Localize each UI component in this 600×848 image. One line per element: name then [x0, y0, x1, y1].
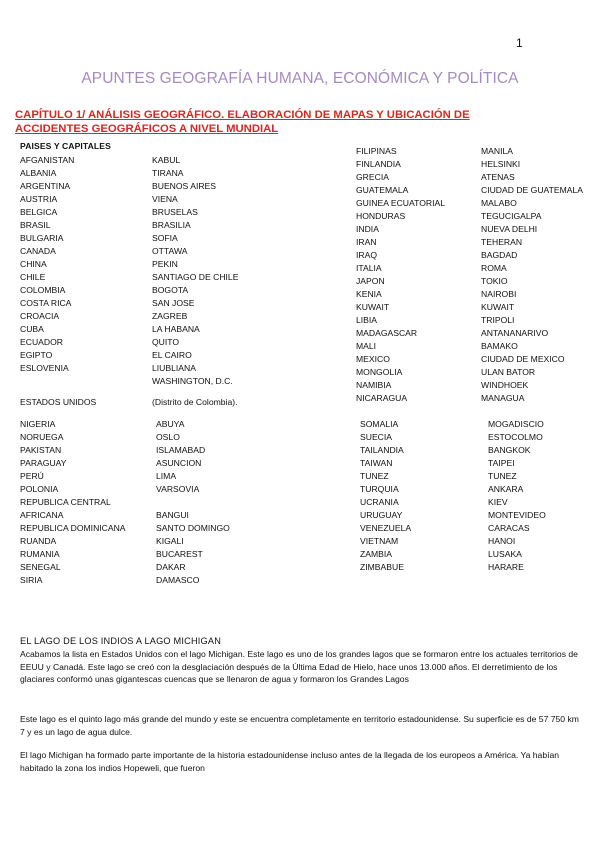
country-name: POLONIA — [20, 484, 59, 494]
country-name: FINLANDIA — [356, 159, 401, 169]
capital-name: LIUBLIANA — [152, 363, 196, 373]
capital-name: BRUSELAS — [152, 207, 198, 217]
country-name: KUWAIT — [356, 302, 390, 312]
country-name: PERÚ — [20, 471, 44, 481]
country-name: HONDURAS — [356, 211, 406, 221]
capital-name: QUITO — [152, 337, 180, 347]
country-name: ZAMBIA — [360, 549, 392, 559]
capital-name: ZAGREB — [152, 311, 188, 321]
capital-name: WASHINGTON, D.C. — [152, 376, 233, 386]
country-name: LIBIA — [356, 315, 378, 325]
capital-name: ESTOCOLMO — [488, 432, 543, 442]
capital-name: CIUDAD DE MEXICO — [481, 354, 565, 364]
country-name: CROACIA — [20, 311, 60, 321]
capital-name: MANILA — [481, 146, 513, 156]
country-name: REPUBLICA DOMINICANA — [20, 523, 126, 533]
capital-name: ISLAMABAD — [156, 445, 206, 455]
capital-name: NUEVA DELHI — [481, 224, 538, 234]
capital-name: TEHERAN — [481, 237, 523, 247]
country-name: FILIPINAS — [356, 146, 397, 156]
capital-name: BOGOTA — [152, 285, 189, 295]
country-name: MADAGASCAR — [356, 328, 418, 338]
capital-name: WINDHOEK — [481, 380, 529, 390]
paragraph: Este lago es el quinto lago más grande del mundo y este se encuentra completamente en territorio estadounidense. Su superficie es de 57 750 km 7 y es un lago de agua dulce. — [20, 714, 579, 737]
country-name: BRASIL — [20, 220, 51, 230]
chapter-heading: CAPÍTULO 1/ ANÁLISIS GEOGRÁFICO. ELABORACIÓN DE MAPAS Y UBICACIÓN DE ACCIDENTES GEOGRÁFICOS A NIVEL MUNDIAL — [15, 109, 470, 135]
capital-name: HANOI — [488, 536, 516, 546]
country-name: ESTADOS UNIDOS — [20, 397, 97, 407]
country-name: SOMALIA — [360, 419, 399, 429]
country-name: VIETNAM — [360, 536, 399, 546]
country-name: JAPON — [356, 276, 385, 286]
country-name: ALBANIA — [20, 168, 57, 178]
country-name: INDIA — [356, 224, 379, 234]
country-name: NAMIBIA — [356, 380, 392, 390]
capital-name: ASUNCION — [156, 458, 202, 468]
capital-name: TOKIO — [481, 276, 508, 286]
country-name: TUNEZ — [360, 471, 389, 481]
capital-name: BUENOS AIRES — [152, 181, 216, 191]
capital-name: LA HABANA — [152, 324, 200, 334]
paragraph: El lago Michigan ha formado parte importante de la historia estadounidense incluso antes de la llegada de los europeos a América. Ya habían habitado la zona los indios Hopeweli, que fueron — [20, 750, 560, 773]
page-number: 1 — [516, 36, 523, 50]
country-name: URUGUAY — [360, 510, 403, 520]
capital-name: TUNEZ — [488, 471, 517, 481]
capital-name: SAN JOSE — [152, 298, 195, 308]
country-name: RUANDA — [20, 536, 57, 546]
capital-name: DAKAR — [156, 562, 186, 572]
country-name: MALI — [356, 341, 377, 351]
section-heading: EL LAGO DE LOS INDIOS A LAGO MICHIGAN — [20, 636, 222, 646]
capital-name: ANKARA — [488, 484, 524, 494]
capital-name: BANGUI — [156, 510, 189, 520]
country-name: ITALIA — [356, 263, 382, 273]
country-name: COSTA RICA — [20, 298, 72, 308]
paragraph: Acabamos la lista en Estados Unidos con el lago Michigan. Este lago es uno de los grandes lagos que se formaron entre los actuales territorios de EEUU y Canadá. Este lago se creó con la desglaciación después de la Última Edad de Hielo, hace unos 13.000 años. El derretimiento de los glaciares conformó unas gigantescas cuencas que se llenaron de agua y formaron los Grandes Lagos — [20, 649, 578, 684]
capital-name: KIGALI — [156, 536, 184, 546]
capital-name: NAIROBI — [481, 289, 517, 299]
capital-name: SANTIAGO DE CHILE — [152, 272, 239, 282]
country-name: SENEGAL — [20, 562, 61, 572]
capital-name: MALABO — [481, 198, 517, 208]
capital-name: BANGKOK — [488, 445, 531, 455]
country-name: NIGERIA — [20, 419, 56, 429]
capital-name: CIUDAD DE GUATEMALA — [481, 185, 584, 195]
capital-name: TAIPEI — [488, 458, 515, 468]
capital-name: TEGUCIGALPA — [481, 211, 542, 221]
capital-name: BUCAREST — [156, 549, 203, 559]
country-name: MONGOLIA — [356, 367, 403, 377]
country-name: CUBA — [20, 324, 44, 334]
country-name: EGIPTO — [20, 350, 53, 360]
country-name: NICARAGUA — [356, 393, 408, 403]
capital-name: VIENA — [152, 194, 178, 204]
country-name: CHINA — [20, 259, 47, 269]
country-name: CHILE — [20, 272, 46, 282]
capital-name: LUSAKA — [488, 549, 522, 559]
country-name: ESLOVENIA — [20, 363, 69, 373]
country-name: REPUBLICA CENTRAL — [20, 497, 111, 507]
country-name: AUSTRIA — [20, 194, 58, 204]
country-name: VENEZUELA — [360, 523, 412, 533]
capital-name: OSLO — [156, 432, 180, 442]
country-name: ZIMBABUE — [360, 562, 404, 572]
country-name: KENIA — [356, 289, 382, 299]
country-name: GRECIA — [356, 172, 389, 182]
capital-name: BAGDAD — [481, 250, 518, 260]
country-name: SIRIA — [20, 575, 43, 585]
capital-name: ULAN BATOR — [481, 367, 536, 377]
country-name: NORUEGA — [20, 432, 64, 442]
capital-name: OTTAWA — [152, 246, 188, 256]
country-name: SUECIA — [360, 432, 392, 442]
capital-name: DAMASCO — [156, 575, 200, 585]
country-name: UCRANIA — [360, 497, 399, 507]
capital-name: VARSOVIA — [156, 484, 200, 494]
capital-name: (Distrito de Colombia). — [152, 397, 238, 407]
capital-name: MANAGUA — [481, 393, 525, 403]
country-name: RUMANIA — [20, 549, 60, 559]
lists-header: PAISES Y CAPITALES — [20, 141, 111, 151]
country-name: TURQUIA — [360, 484, 399, 494]
document-title: APUNTES GEOGRAFÍA HUMANA, ECONÓMICA Y POLÍTICA — [81, 70, 519, 87]
capital-name: KABUL — [152, 155, 181, 165]
country-name: IRAN — [356, 237, 377, 247]
capital-name: TIRANA — [152, 168, 184, 178]
capital-name: ATENAS — [481, 172, 515, 182]
country-name: BULGARIA — [20, 233, 64, 243]
capital-name: ROMA — [481, 263, 507, 273]
country-name: BELGICA — [20, 207, 58, 217]
capital-name: HARARE — [488, 562, 524, 572]
capital-name: SOFIA — [152, 233, 178, 243]
country-name: ARGENTINA — [20, 181, 71, 191]
country-name: COLOMBIA — [20, 285, 66, 295]
country-name: PARAGUAY — [20, 458, 67, 468]
country-name: AFGANISTAN — [20, 155, 75, 165]
country-name: AFRICANA — [20, 510, 64, 520]
country-name: TAIWAN — [360, 458, 393, 468]
country-name: MEXICO — [356, 354, 390, 364]
country-name: GUATEMALA — [356, 185, 409, 195]
country-name: TAILANDIA — [360, 445, 404, 455]
capital-name: BAMAKO — [481, 341, 518, 351]
country-name: PAKISTAN — [20, 445, 62, 455]
country-name: ECUADOR — [20, 337, 63, 347]
capital-name: BRASILIA — [152, 220, 191, 230]
capital-name: PEKIN — [152, 259, 178, 269]
capital-name: LIMA — [156, 471, 177, 481]
capital-name: ABUYA — [156, 419, 185, 429]
capital-name: MONTEVIDEO — [488, 510, 546, 520]
capital-name: SANTO DOMINGO — [156, 523, 230, 533]
capital-name: MOGADISCIO — [488, 419, 544, 429]
capital-name: CARACAS — [488, 523, 530, 533]
capital-name: ANTANANARIVO — [481, 328, 549, 338]
capital-name: EL CAIRO — [152, 350, 192, 360]
country-name: GUINEA ECUATORIAL — [356, 198, 445, 208]
capital-name: KUWAIT — [481, 302, 515, 312]
capital-name: KIEV — [488, 497, 508, 507]
country-name: CANADA — [20, 246, 56, 256]
country-name: IRAQ — [356, 250, 378, 260]
capital-name: TRIPOLI — [481, 315, 515, 325]
capital-name: HELSINKI — [481, 159, 521, 169]
